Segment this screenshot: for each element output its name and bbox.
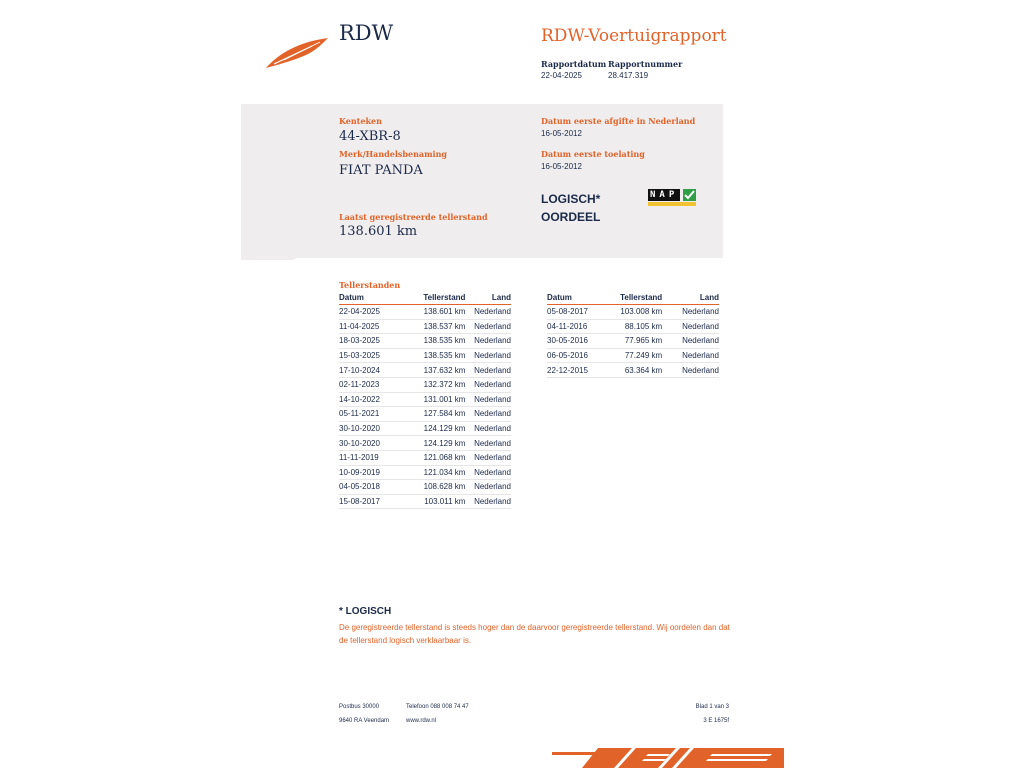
verdict-line2: OORDEEL bbox=[541, 210, 601, 224]
readings-title: Tellerstanden bbox=[339, 280, 401, 290]
reading-value: 124.129 km bbox=[405, 421, 472, 436]
col-date: Datum bbox=[339, 292, 405, 305]
table-row bbox=[339, 377, 511, 392]
reading-date: 11-11-2019 bbox=[339, 450, 405, 465]
reading-country: Nederland bbox=[471, 450, 511, 465]
reading-value: 138.537 km bbox=[405, 319, 472, 334]
reading-date: 05-08-2017 bbox=[547, 305, 615, 320]
table-row bbox=[547, 348, 719, 363]
table-row bbox=[547, 305, 719, 320]
reading-country: Nederland bbox=[668, 319, 719, 334]
reading-value: 77.965 km bbox=[615, 334, 669, 349]
readings-table-right bbox=[547, 292, 719, 378]
nap-logo bbox=[648, 189, 696, 207]
reading-country: Nederland bbox=[471, 363, 511, 378]
reading-value: 121.068 km bbox=[405, 450, 472, 465]
odometer-value: 138.601 km bbox=[339, 224, 418, 239]
check-icon bbox=[683, 189, 696, 201]
table-row bbox=[339, 494, 511, 509]
footer-address1: Postbus 30000 bbox=[339, 704, 380, 710]
reading-country: Nederland bbox=[471, 465, 511, 480]
reading-value: 138.535 km bbox=[405, 334, 472, 349]
reading-value: 137.632 km bbox=[405, 363, 472, 378]
first-admission-value: 16-05-2012 bbox=[541, 162, 582, 171]
reading-value: 108.628 km bbox=[405, 480, 472, 495]
footer-code: 3 E 1675f bbox=[703, 718, 729, 724]
reading-country: Nederland bbox=[471, 305, 511, 320]
reading-date: 04-05-2018 bbox=[339, 480, 405, 495]
reading-country: Nederland bbox=[471, 407, 511, 422]
table-row bbox=[339, 465, 511, 480]
reading-country: Nederland bbox=[471, 421, 511, 436]
reading-date: 30-05-2016 bbox=[547, 334, 615, 349]
reading-country: Nederland bbox=[471, 494, 511, 509]
odometer-label: Laatst geregistreerde tellerstand bbox=[339, 212, 488, 222]
panel-corner-cut bbox=[241, 250, 311, 260]
reading-country: Nederland bbox=[471, 334, 511, 349]
report-date-label: Rapportdatum bbox=[541, 59, 607, 69]
reading-date: 18-03-2025 bbox=[339, 334, 405, 349]
report-number-label: Rapportnummer bbox=[608, 59, 683, 69]
reading-value: 132.372 km bbox=[405, 377, 472, 392]
table-row bbox=[339, 450, 511, 465]
reading-value: 88.105 km bbox=[615, 319, 669, 334]
reading-date: 15-08-2017 bbox=[339, 494, 405, 509]
first-admission-label: Datum eerste toelating bbox=[541, 149, 645, 159]
table-row bbox=[339, 407, 511, 422]
first-nl-label: Datum eerste afgifte in Nederland bbox=[541, 116, 696, 126]
reading-value: 124.129 km bbox=[405, 436, 472, 451]
report-title: RDW-Voertuigrapport bbox=[541, 26, 727, 46]
reading-date: 30-10-2020 bbox=[339, 436, 405, 451]
plate-label: Kenteken bbox=[339, 116, 382, 126]
col-country: Land bbox=[471, 292, 511, 305]
report-date-value: 22-04-2025 bbox=[541, 71, 582, 80]
table-row bbox=[339, 363, 511, 378]
nap-underline bbox=[648, 202, 696, 206]
reading-country: Nederland bbox=[668, 348, 719, 363]
footnote-heading: * LOGISCH bbox=[339, 606, 392, 617]
reading-value: 138.601 km bbox=[405, 305, 472, 320]
reading-date: 30-10-2020 bbox=[339, 421, 405, 436]
table-row bbox=[547, 319, 719, 334]
footer-web-link[interactable]: www.rdw.nl bbox=[406, 718, 437, 724]
vehicle-info-panel bbox=[241, 104, 723, 258]
reading-date: 02-11-2023 bbox=[339, 377, 405, 392]
col-reading: Tellerstand bbox=[615, 292, 669, 305]
col-country: Land bbox=[668, 292, 719, 305]
reading-value: 121.034 km bbox=[405, 465, 472, 480]
reading-date: 17-10-2024 bbox=[339, 363, 405, 378]
reading-value: 77.249 km bbox=[615, 348, 669, 363]
reading-date: 04-11-2016 bbox=[547, 319, 615, 334]
col-reading: Tellerstand bbox=[405, 292, 472, 305]
reading-date: 14-10-2022 bbox=[339, 392, 405, 407]
brand-name: RDW bbox=[339, 21, 394, 45]
reading-country: Nederland bbox=[668, 363, 719, 378]
footnote-text: De geregistreerde tellerstand is steeds hoger dan de daarvoor geregistreerde tellerstand. Wij oordelen dan dat de tellerstand logisch verklaarbaar is. bbox=[339, 623, 730, 645]
table-row bbox=[339, 421, 511, 436]
table-row bbox=[339, 305, 511, 320]
table-row bbox=[547, 363, 719, 378]
table-row bbox=[339, 436, 511, 451]
table-row bbox=[339, 348, 511, 363]
reading-value: 138.535 km bbox=[405, 348, 472, 363]
reading-date: 11-04-2025 bbox=[339, 319, 405, 334]
table-row bbox=[547, 334, 719, 349]
col-date: Datum bbox=[547, 292, 615, 305]
reading-country: Nederland bbox=[668, 334, 719, 349]
reading-value: 131.001 km bbox=[405, 392, 472, 407]
reading-country: Nederland bbox=[471, 319, 511, 334]
reading-date: 15-03-2025 bbox=[339, 348, 405, 363]
reading-value: 103.008 km bbox=[615, 305, 669, 320]
reading-date: 22-04-2025 bbox=[339, 305, 405, 320]
verdict-line1: LOGISCH* bbox=[541, 192, 601, 206]
reading-country: Nederland bbox=[471, 436, 511, 451]
reading-date: 06-05-2016 bbox=[547, 348, 615, 363]
make-label: Merk/Handelsbenaming bbox=[339, 149, 448, 159]
plate-value: 44-XBR-8 bbox=[339, 129, 401, 144]
footer-phone: Telefoon 088 008 74 47 bbox=[406, 704, 469, 710]
table-row bbox=[339, 480, 511, 495]
footer-page: Blad 1 van 3 bbox=[695, 704, 729, 710]
nap-logo-text: NAP bbox=[650, 190, 679, 200]
table-row bbox=[339, 319, 511, 334]
reading-date: 05-11-2021 bbox=[339, 407, 405, 422]
reading-country: Nederland bbox=[471, 348, 511, 363]
table-row bbox=[339, 334, 511, 349]
report-number-value: 28.417.319 bbox=[608, 71, 649, 80]
reading-country: Nederland bbox=[471, 392, 511, 407]
rdw-feather-logo bbox=[264, 34, 332, 70]
reading-date: 22-12-2015 bbox=[547, 363, 615, 378]
readings-table-left bbox=[339, 292, 511, 509]
reading-value: 103.011 km bbox=[405, 494, 472, 509]
reading-country: Nederland bbox=[471, 480, 511, 495]
table-row bbox=[339, 392, 511, 407]
decorative-stripes bbox=[552, 744, 784, 768]
reading-country: Nederland bbox=[668, 305, 719, 320]
make-value: FIAT PANDA bbox=[339, 163, 423, 178]
reading-country: Nederland bbox=[471, 377, 511, 392]
reading-value: 63.364 km bbox=[615, 363, 669, 378]
reading-value: 127.584 km bbox=[405, 407, 472, 422]
first-nl-value: 16-05-2012 bbox=[541, 129, 582, 138]
footer-address2: 9640 RA Veendam bbox=[339, 718, 390, 724]
reading-date: 10-09-2019 bbox=[339, 465, 405, 480]
